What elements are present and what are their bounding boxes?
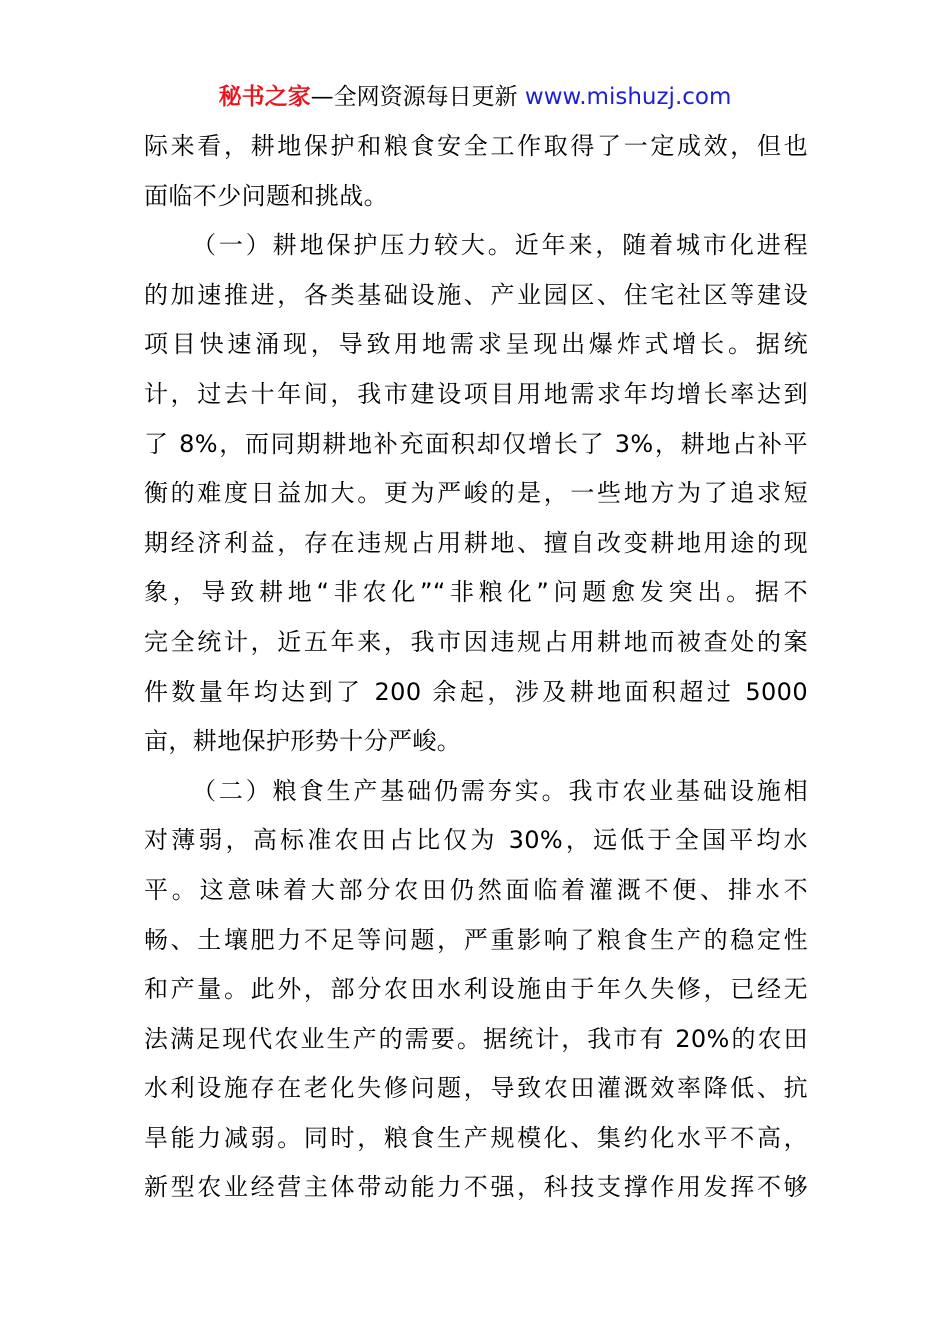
text-line: 面临不少问题和挑战。: [144, 181, 388, 210]
paragraph-heading-1: （一）耕地保护压力较大。近年来，随着城市化进程: [192, 231, 808, 260]
text-line: 法满足现代农业生产的需要。据统计，我市有 20%的农田: [144, 1024, 808, 1053]
paragraph-heading-2: （二）粮食生产基础仍需夯实。我市农业基础设施相: [192, 776, 808, 805]
text-line: 旱能力减弱。同时，粮食生产规模化、集约化水平不高，: [144, 1123, 808, 1152]
text-line: 象，导致耕地“非农化”“非粮化”问题愈发突出。据不: [144, 578, 808, 607]
text-line: 的加速推进，各类基础设施、产业园区、住宅社区等建设: [144, 280, 808, 309]
text-line: 完全统计，近五年来，我市因违规占用耕地而被查处的案: [144, 627, 808, 656]
text-line: 件数量年均达到了 200 余起，涉及耕地面积超过 5000: [144, 677, 808, 706]
text-line: 计，过去十年间，我市建设项目用地需求年均增长率达到: [144, 379, 808, 408]
text-line: 畅、土壤肥力不足等问题，严重影响了粮食生产的稳定性: [144, 925, 808, 954]
site-header: [0, 82, 950, 112]
site-brand: 秘书之家: [218, 84, 311, 110]
text-line: 新型农业经营主体带动能力不强，科技支撑作用发挥不够: [144, 1173, 808, 1202]
text-line: 对薄弱，高标准农田占比仅为 30%，远低于全国平均水: [144, 826, 808, 855]
text-line: 衡的难度日益加大。更为严峻的是，一些地方为了追求短: [144, 479, 808, 508]
text-line: 亩，耕地保护形势十分严峻。: [144, 727, 462, 756]
text-line: 期经济利益，存在违规占用耕地、擅自改变耕地用途的现: [144, 528, 808, 557]
site-url-link[interactable]: www.mishuzj.com: [524, 84, 732, 110]
text-line: 了 8%，而同期耕地补充面积却仅增长了 3%，耕地占补平: [144, 429, 808, 458]
text-line: 项目快速涌现，导致用地需求呈现出爆炸式增长。据统: [144, 330, 808, 359]
document-body: [144, 122, 808, 1213]
text-line: 和产量。此外，部分农田水利设施由于年久失修，已经无: [144, 975, 808, 1004]
text-line: 水利设施存在老化失修问题，导致农田灌溉效率降低、抗: [144, 1074, 808, 1103]
text-line: 际来看，耕地保护和粮食安全工作取得了一定成效，但也: [144, 132, 808, 160]
text-line: 平。这意味着大部分农田仍然面临着灌溉不便、排水不: [144, 875, 808, 904]
site-tagline: —全网资源每日更新: [310, 84, 518, 110]
